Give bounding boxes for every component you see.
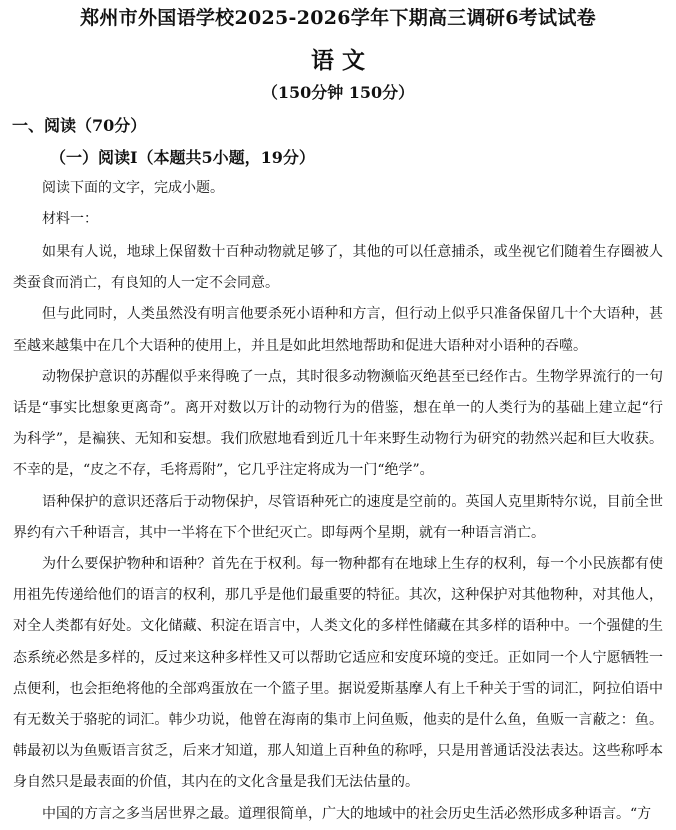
passage-paragraph: 但与此同时，人类虽然没有明言他要杀死小语种和方言，但行动上似乎只准备保留几十个大语种，甚至越来越集中在几个大语种的使用上，并且是如此坦然地帮助和促进大语种对小语种的吞噬。 bbox=[13, 306, 663, 354]
passage-paragraph: 如果有人说，地球上保留数十百种动物就足够了，其他的可以任意捕杀，或坐视它们随着生存圈被人类蚕食而消亡，有良知的人一定不会同意。 bbox=[13, 244, 663, 292]
subsection-heading: （一）阅读Ⅰ（本题共5小题，19分） bbox=[50, 148, 315, 167]
exam-title: 郑州市外国语学校2025-2026学年下期高三调研6考试试卷 bbox=[80, 7, 596, 29]
passage-paragraph: 为什么要保护物种和语种？首先在于权利。每一物种都有在地球上生存的权利，每一个小民族都有使用祖先传递给他们的语言的权利，那几乎是他们最重要的特征。其次，这种保护对其他物种，对其他人，对全人类都有好处。文化储藏、积淀在语言中，人类文化的多样性储藏在其多样的语种中。一个强健的生态系统必然是多样的，反过来这种多样性又可以帮助它适应和安度环境的变迁。正如同一个人宁愿牺牲一点便利，也会拒绝将他的全部鸡蛋放在一个篮子里。据说爱斯基摩人有上千种关于雪的词汇，阿拉伯语中有无数关于骆驼的词汇。韩少功说，他曾在海南的集市上问鱼贩，他卖的是什么鱼，鱼贩一言蔽之：鱼。韩最初以为鱼贩语言贫乏，后来才知道，那人知道上百种鱼的称呼，只是用普通话没法表达。这些称呼本身自然只是最表面的价值，其内在的文化含量是我们无法估量的。 bbox=[13, 556, 663, 791]
section-heading: 一、阅读（70分） bbox=[12, 116, 147, 135]
reading-passage bbox=[13, 237, 663, 830]
reading-instruction: 阅读下面的文字，完成小题。 bbox=[42, 180, 224, 196]
subject-title: 语 文 bbox=[310, 47, 365, 74]
passage-paragraph: 中国的方言之多当居世界之最。道理很简单，广大的地域中的社会历史生活必然形成多种语言。“方 bbox=[42, 805, 652, 822]
material-label: 材料一： bbox=[42, 211, 98, 227]
passage-paragraph: 语种保护的意识还落后于动物保护，尽管语种死亡的速度是空前的。英国人克里斯特尔说，目前全世界约有六千种语言，其中一半将在下个世纪灭亡。即每两个星期，就有一种语言消亡。 bbox=[13, 493, 663, 541]
exam-duration: （150分钟 150分） bbox=[261, 83, 415, 102]
passage-paragraph: 动物保护意识的苏醒似乎来得晚了一点，其时很多动物濒临灭绝甚至已经作古。生物学界流行的一句话是“事实比想象更离奇”。离开对数以万计的动物行为的借鉴，想在单一的人类行为的基础上建立起“行为科学”，是褊狭、无知和妄想。我们欣慰地看到近几十年来野生动物行为研究的勃然兴起和巨大收获。不幸的是，“皮之不存，毛将焉附”，它几乎注定将成为一门“绝学”。 bbox=[13, 368, 663, 479]
